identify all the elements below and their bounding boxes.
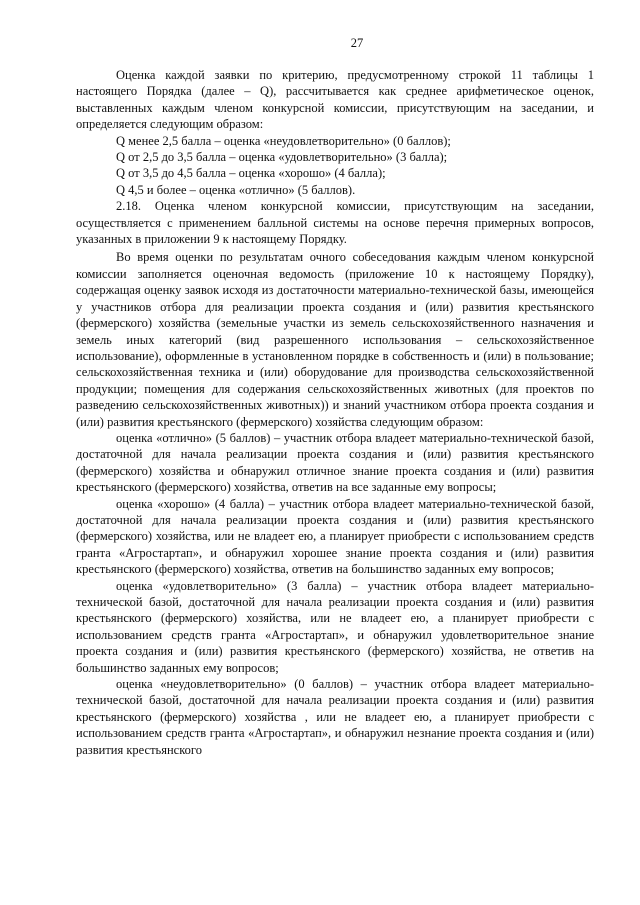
paragraph-interview-evaluation: Во время оценки по результатам очного собеседования каждым членом конкурсной комиссии заполняется оценочная ведомость (приложение 10 к настоящему Порядку), содержащая оценку заявок исходя из достаточности материально-технической базы, имеющейся у участников отбора для реализации проекта создания и (или) развития крестьянского (фермерского) хозяйства (земельные участки из земель сельскохозяйственного назначения и земель иных категорий (вид разрешенного использования – сельскохозяйственное использование), оформленные в установленном порядке в собственность и (или) в пользование; сельскохозяйственная техника и (или) оборудование для производства сельскохозяйственной продукции; помещения для содержания сельскохозяйственных животных (для проектов по разведению сельскохозяйственных животных)) и знаний участником отбора проекта создания и (или) развития крестьянского (фермерского) хозяйства следующим образом: (76, 250, 594, 429)
paragraph-grade-excellent: оценка «отлично» (5 баллов) – участник отбора владеет материально-технической базой, достаточной для начала реализации проекта создания и (или) развития крестьянского (фермерского) хозяйства и обнаружил отличное знание проекта создания и (или) развития крестьянского (фермерского) хозяйства, ответив на все заданные ему вопросы; (76, 430, 594, 495)
document-body (76, 67, 594, 758)
list-item-q-good: Q от 3,5 до 4,5 балла – оценка «хорошо» (4 балла); (116, 166, 386, 181)
list-item-q-satisfactory: Q от 2,5 до 3,5 балла – оценка «удовлетворительно» (3 балла); (116, 150, 448, 165)
paragraph-q-criterion: Оценка каждой заявки по критерию, предусмотренному строкой 11 таблицы 1 настоящего Порядка (далее – Q), рассчитывается как среднее арифметическое оценок, выставленных каждым членом конкурсной комиссии, присутствующим на заседании, и определяется следующим образом: (76, 68, 594, 132)
list-item-q-unsatisfactory: Q менее 2,5 балла – оценка «неудовлетворительно» (0 баллов); (116, 133, 451, 148)
page-number: 27 (350, 36, 364, 50)
list-item-q-excellent: Q 4,5 и более – оценка «отлично» (5 баллов). (116, 182, 356, 197)
paragraph-grade-satisfactory: оценка «удовлетворительно» (3 балла) – участник отбора владеет материально-технической базой, достаточной для начала реализации проекта создания и (или) развития крестьянского (фермерского) хозяйства, или не владеет ею, а планирует приобрести с использованием средств гранта «Агростартап», и обнаружил удовлетворительное знание проекта создания и (или) развития крестьянского (фермерского) хозяйства, не ответив на большинство заданных ему вопросов; (76, 578, 594, 675)
paragraph-grade-good: оценка «хорошо» (4 балла) – участник отбора владеет материально-технической базой, достаточной для начала реализации проекта создания и (или) развития крестьянского (фермерского) хозяйства, или не владеет ею, а планирует приобрести с использованием средств гранта «Агростартап», и обнаружил хорошее знание проекта создания и (или) развития крестьянского (фермерского) хозяйства, ответив на большинство заданных ему вопросов; (76, 496, 594, 577)
paragraph-2-18: 2.18. Оценка членом конкурсной комиссии, присутствующим на заседании, осуществляется с применением балльной системы на основе перечня примерных вопросов, указанных в приложении 9 к настоящему Порядку. (76, 199, 594, 247)
paragraph-grade-unsatisfactory: оценка «неудовлетворительно» (0 баллов) – участник отбора владеет материально-технической базой, достаточной для начала реализации проекта создания и (или) развития крестьянского (фермерского) хозяйства , или не владеет ею, а планирует приобрести с использованием средств гранта «Агростартап», и обнаружил незнание проекта создания и (или) развития крестьянского (76, 677, 594, 757)
